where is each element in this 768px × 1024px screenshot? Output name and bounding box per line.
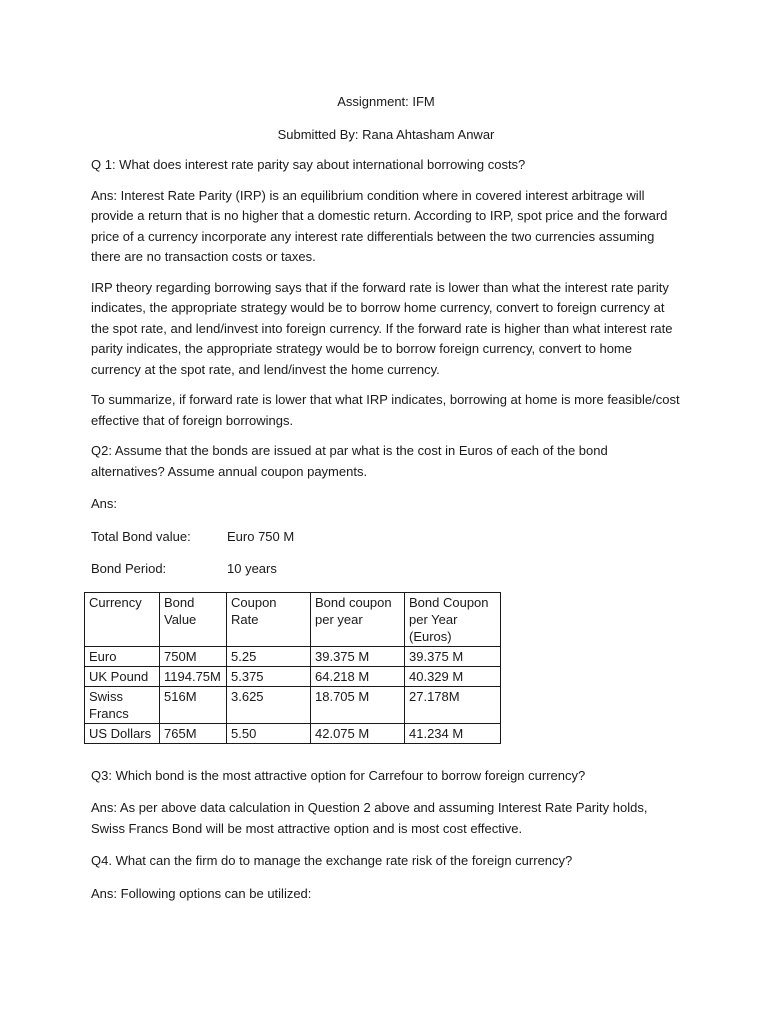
table-cell: 42.075 M [311,723,405,743]
table-cell: US Dollars [85,723,160,743]
total-bond-label: Total Bond value: [91,528,191,544]
answer-3: Ans: As per above data calculation in Question 2 above and assuming Interest Rate Parity holds, Swiss Francs Bond will be most attractive option and is most cost effective. [91,800,648,836]
answer-1-paragraph-3: To summarize, if forward rate is lower that what IRP indicates, borrowing at home is more feasible/cost effective that of foreign borrowings. [91,392,680,428]
table-cell: 750M [160,646,227,666]
table-cell: 5.25 [227,646,311,666]
bond-period-label: Bond Period: [91,561,167,576]
bond-period-value: 10 years [227,561,277,576]
header-bond-coupon-per-year: Bond coupon per year [311,592,405,646]
table-cell: 39.375 M [405,646,501,666]
table-cell: 41.234 M [405,723,501,743]
bond-period-row [91,559,681,580]
table-cell: 516M [160,686,227,723]
table-cell: Swiss Francs [85,686,160,723]
total-bond-value: Euro 750 M [227,528,295,544]
table-cell: 3.625 [227,686,311,723]
table-row [85,666,501,686]
table-cell: 27.178M [405,686,501,723]
header-bond-value: Bond Value [160,592,227,646]
answer-2-label: Ans: [91,496,118,511]
question-3: Q3: Which bond is the most attractive option for Carrefour to borrow foreign currency? [91,767,586,783]
table-cell: UK Pound [85,666,160,686]
document-title: Assignment: IFM [337,94,435,109]
question-4: Q4. What can the firm do to manage the exchange rate risk of the foreign currency? [91,853,573,868]
table-cell: 64.218 M [311,666,405,686]
table-header-row [85,592,501,646]
answer-1-paragraph-1: Ans: Interest Rate Parity (IRP) is an equilibrium condition where in covered interest arbitrage will provide a return that is no higher that a domestic return. According to IRP, spot price and the forward price of a currency incorporate any interest rate differentials between the two currencies assuming there are no transaction costs or taxes. [91,187,668,264]
table-cell: 39.375 M [311,646,405,666]
table-cell: 5.375 [227,666,311,686]
header-coupon-rate: Coupon Rate [227,592,311,646]
header-bond-coupon-euros: Bond Coupon per Year (Euros) [405,592,501,646]
question-1: Q 1: What does interest rate parity say about international borrowing costs? [91,157,526,172]
total-bond-row [91,527,681,548]
answer-1-paragraph-2: IRP theory regarding borrowing says that if the forward rate is lower than what the interest rate parity indicates, the appropriate strategy would be to borrow home currency, convert to foreign currency at the spot rate, and lend/invest into foreign currency. If the forward rate is higher than what interest rate parity indicates, the appropriate strategy would be to borrow foreign currency, convert to home currency at the spot rate, and lend/invest the home currency. [91,279,673,377]
submitted-by: Submitted By: Rana Ahtasham Anwar [277,126,495,142]
table-row [85,723,501,743]
table-row [85,686,501,723]
table-row [85,646,501,666]
table-cell: 5.50 [227,723,311,743]
header-currency: Currency [85,592,160,646]
answer-4: Ans: Following options can be utilized: [91,885,312,901]
table-cell: 765M [160,723,227,743]
document-body [91,92,681,904]
table-cell: 1194.75M [160,666,227,686]
bond-table [84,592,501,744]
table-cell: 18.705 M [311,686,405,723]
question-2: Q2: Assume that the bonds are issued at par what is the cost in Euros of each of the bond alternatives? Assume annual coupon payments. [91,443,608,479]
table-cell: Euro [85,646,160,666]
table-cell: 40.329 M [405,666,501,686]
